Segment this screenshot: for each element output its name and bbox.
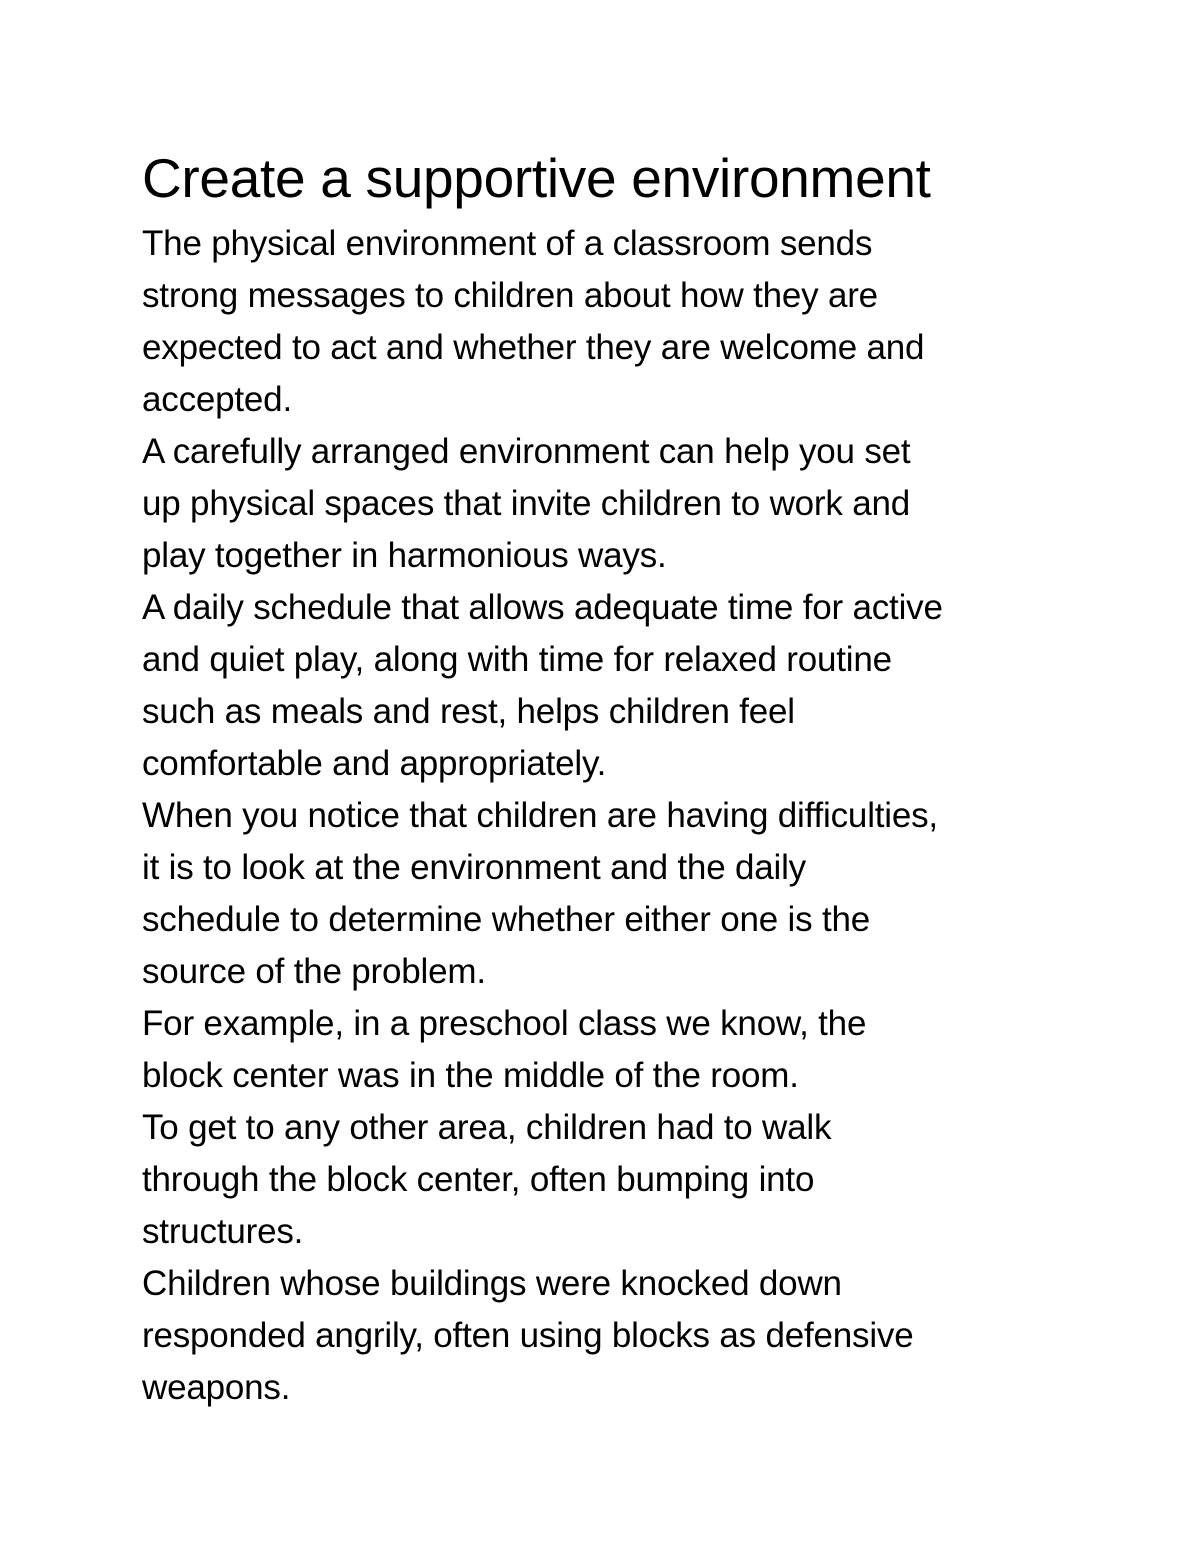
text-line: Children whose buildings were knocked down (142, 1264, 842, 1303)
text-line: A carefully arranged environment can help you set (142, 432, 911, 471)
paragraph (142, 582, 1072, 790)
text-line: comfortable and appropriately. (142, 744, 607, 783)
text-line: weapons. (142, 1368, 291, 1407)
text-line: play together in harmonious ways. (142, 536, 667, 575)
paragraph (142, 790, 1072, 998)
document-content (142, 146, 1072, 1414)
text-line: through the block center, often bumping into (142, 1160, 815, 1199)
text-line: A daily schedule that allows adequate time for active (142, 588, 943, 627)
text-line: block center was in the middle of the room. (142, 1056, 799, 1095)
text-line: and quiet play, along with time for relaxed routine (142, 640, 892, 679)
text-line: The physical environment of a classroom sends (142, 224, 873, 263)
text-line: responded angrily, often using blocks as defensive (142, 1316, 914, 1355)
text-line: structures. (142, 1212, 304, 1251)
text-line: expected to act and whether they are welcome and (142, 328, 925, 367)
text-line: such as meals and rest, helps children feel (142, 692, 795, 731)
text-line: it is to look at the environment and the daily (142, 848, 806, 887)
text-line: When you notice that children are having difficulties, (142, 796, 938, 835)
page-title: Create a supportive environment (142, 147, 931, 209)
text-line: For example, in a preschool class we know, the (142, 1004, 867, 1043)
text-line: strong messages to children about how they are (142, 276, 878, 315)
text-line: accepted. (142, 380, 292, 419)
paragraph (142, 426, 1072, 582)
text-line: schedule to determine whether either one is the (142, 900, 870, 939)
text-line: To get to any other area, children had to walk (142, 1108, 832, 1147)
paragraph (142, 1258, 1072, 1414)
paragraph (142, 1102, 1072, 1258)
paragraph (142, 218, 1072, 426)
text-line: up physical spaces that invite children to work and (142, 484, 911, 523)
paragraph (142, 998, 1072, 1102)
text-line: source of the problem. (142, 952, 486, 991)
